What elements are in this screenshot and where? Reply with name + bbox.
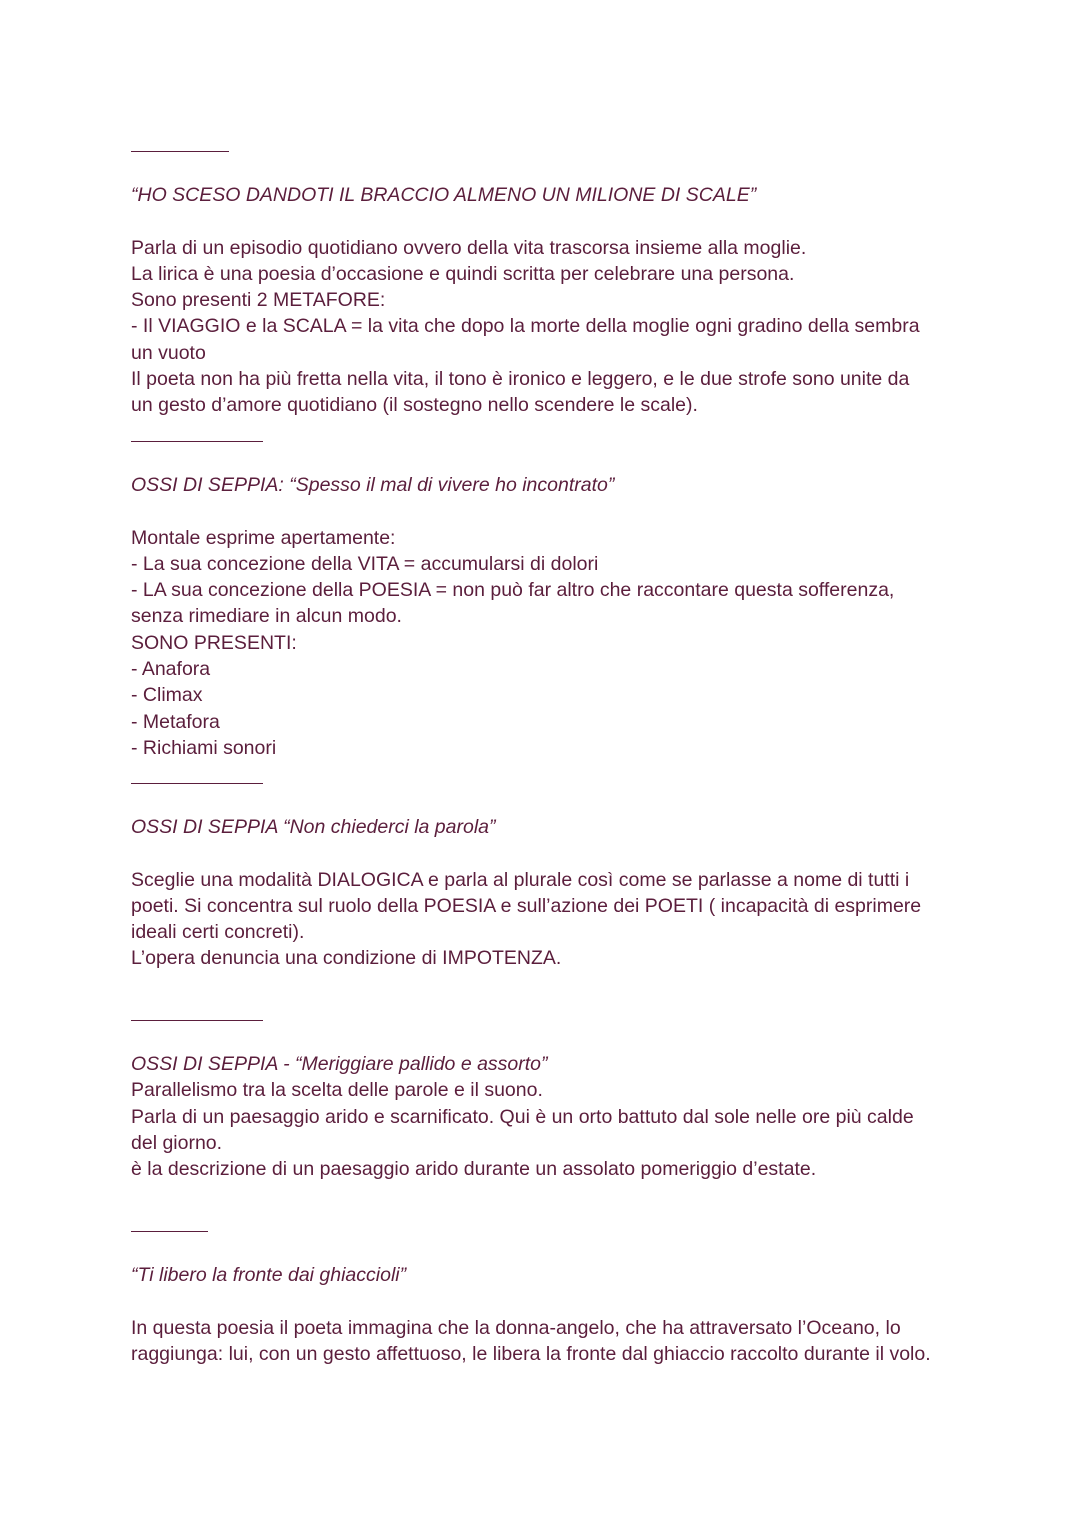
text-line: In questa poesia il poeta immagina che la donna-angelo, che ha attraversato l’Oceano, lo <box>131 1316 901 1339</box>
section-meriggiare <box>131 1051 961 1182</box>
text-line: Parallelismo tra la scelta delle parole e il suono. <box>131 1079 543 1102</box>
text-line: - Il VIAGGIO e la SCALA = la vita che dopo la morte della moglie ogni gradino della sembra <box>131 315 920 338</box>
text-line: Sceglie una modalità DIALOGICA e parla al plurale così come se parlasse a nome di tutti i <box>131 868 910 891</box>
text-line: Parla di un paesaggio arido e scarnificato. Qui è un orto battuto dal sole nelle ore più calde <box>131 1105 914 1128</box>
text-line: è la descrizione di un paesaggio arido durante un assolato pomeriggio d’estate. <box>131 1158 817 1181</box>
section-title: OSSI DI SEPPIA: “Spesso il mal di vivere ho incontrato” <box>131 474 615 496</box>
section-divider <box>131 151 229 152</box>
text-line: del giorno. <box>131 1131 223 1154</box>
text-line: raggiunga: lui, con un gesto affettuoso, le libera la fronte dal ghiaccio raccolto durante il volo. <box>131 1342 931 1365</box>
text-line: un gesto d’amore quotidiano (il sostegno nello scendere le scale). <box>131 394 698 417</box>
section-divider <box>131 1020 263 1021</box>
text-line: SONO PRESENTI: <box>131 631 297 654</box>
section-nonchiederci <box>131 814 961 972</box>
section-divider <box>131 783 263 784</box>
section-spesso <box>131 472 961 761</box>
section-tilibero <box>131 1262 961 1367</box>
list-item: - Climax <box>131 684 203 707</box>
list-item: - Metafora <box>131 710 220 733</box>
list-item: - Anafora <box>131 658 211 681</box>
text-line: - La sua concezione della VITA = accumularsi di dolori <box>131 552 599 575</box>
section-hosceso <box>131 182 961 419</box>
text-line: Parla di un episodio quotidiano ovvero della vita trascorsa insieme alla moglie. <box>131 236 807 259</box>
text-line: - LA sua concezione della POESIA = non può far altro che raccontare questa sofferenza, <box>131 579 895 602</box>
section-title: “Ti libero la fronte dai ghiaccioli” <box>131 1264 407 1286</box>
text-line: Montale esprime apertamente: <box>131 526 396 549</box>
section-title: OSSI DI SEPPIA “Non chiederci la parola” <box>131 816 496 838</box>
text-line: L’opera denuncia una condizione di IMPOTENZA. <box>131 947 562 970</box>
text-line: ideali certi concreti). <box>131 921 305 944</box>
text-line: Sono presenti 2 METAFORE: <box>131 289 386 312</box>
section-divider <box>131 441 263 442</box>
text-line: Il poeta non ha più fretta nella vita, il tono è ironico e leggero, e le due strofe sono unite da <box>131 368 910 391</box>
list-item: - Richiami sonori <box>131 736 277 759</box>
text-line: La lirica è una poesia d’occasione e quindi scritta per celebrare una persona. <box>131 262 795 285</box>
section-divider <box>131 1231 208 1232</box>
section-title: OSSI DI SEPPIA - “Meriggiare pallido e assorto” <box>131 1053 548 1075</box>
text-line: senza rimediare in alcun modo. <box>131 605 402 628</box>
text-line: poeti. Si concentra sul ruolo della POESIA e sull’azione dei POETI ( incapacità di esprimere <box>131 894 922 917</box>
text-line: un vuoto <box>131 341 206 364</box>
section-title: “HO SCESO DANDOTI IL BRACCIO ALMENO UN MILIONE DI SCALE” <box>131 184 757 206</box>
